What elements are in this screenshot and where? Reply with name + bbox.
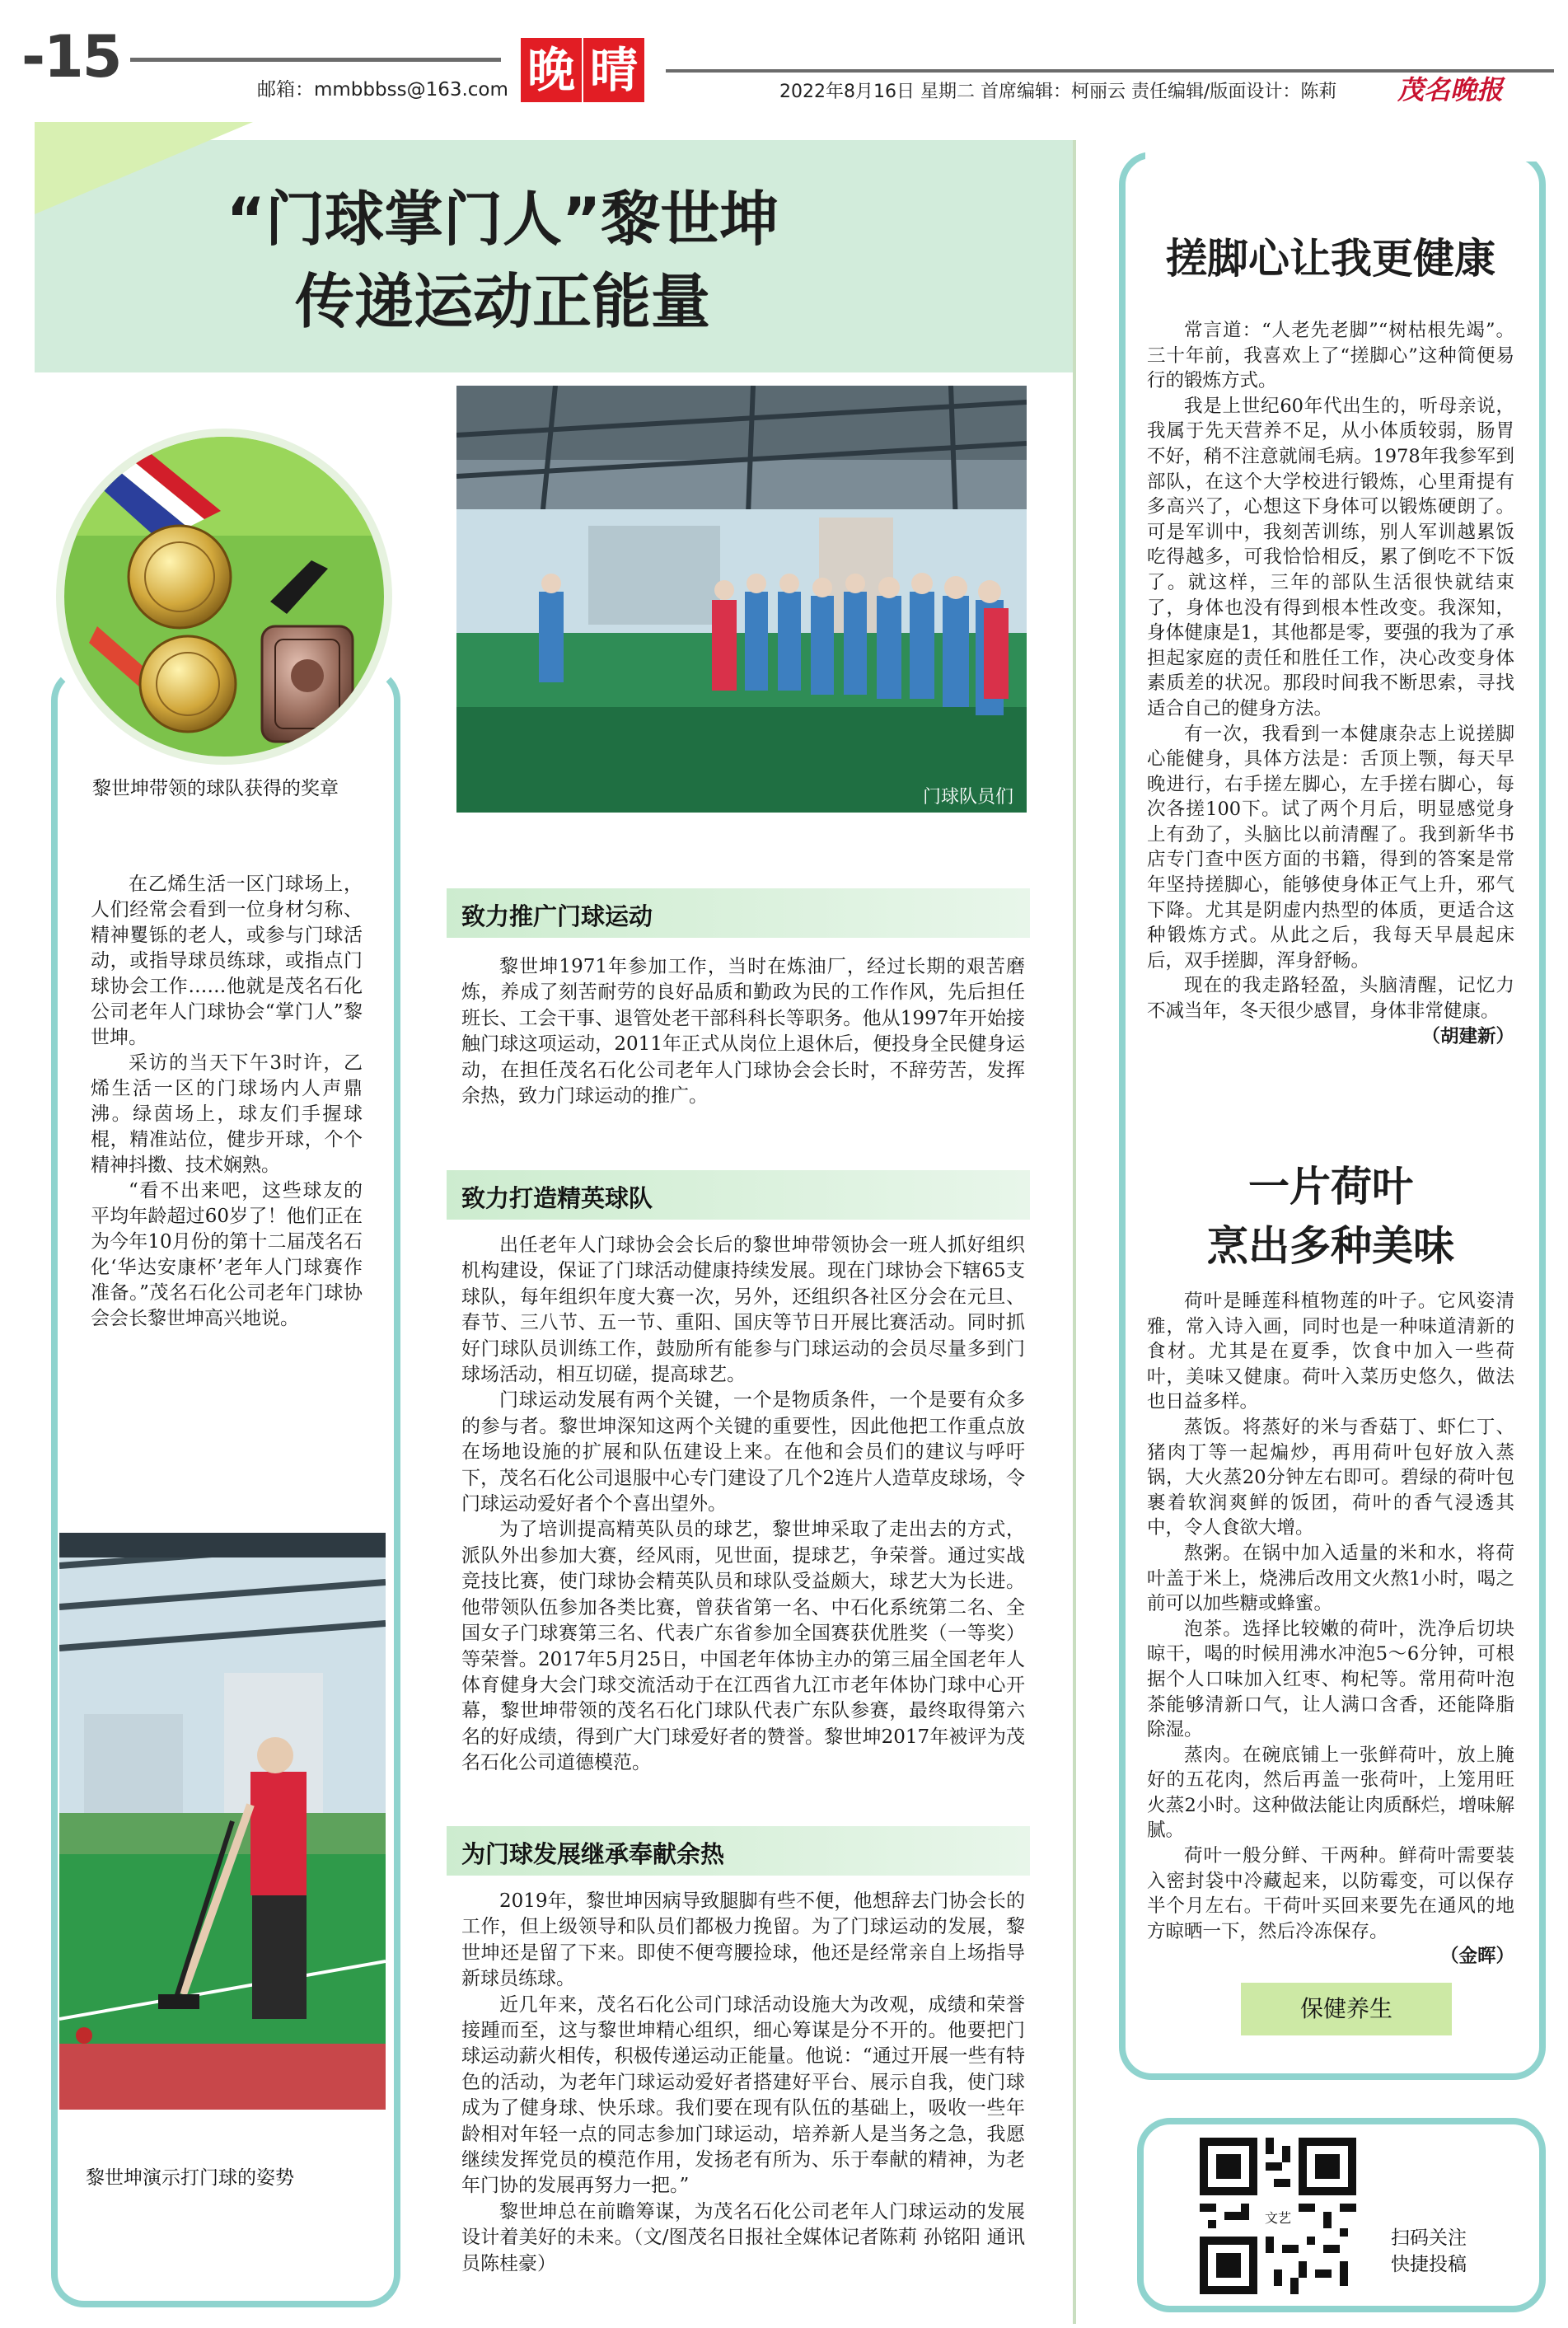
body-paragraph: 现在的我走路轻盈，头脑清醒，记忆力不减当年，冬天很少感冒，身体非常健康。 [1147,975,1514,1023]
section-heading-text: 致力推广门球运动 [461,902,653,930]
qr-center-label: 文艺 [1264,2210,1292,2226]
page-number: -15 [21,23,121,91]
team-photo-caption: 门球队员们 [922,787,1013,808]
section-heading-text: 为门球发展继承奉献余热 [461,1840,725,1868]
side-article-1-title: 搓脚心让我更健康 [1166,235,1495,283]
medal-caption: 黎世坤带领的球队获得的奖章 [92,778,339,799]
side-article-2-body [1147,1289,1514,1970]
body-paragraph: 蒸饭。将蒸好的米与香菇丁、虾仁丁、猪肉丁等一起煸炒，再用荷叶包好放入蒸锅，大火蒸20分钟左右即可。碧绿的荷叶包裹着软润爽鲜的饭团，荷叶的香气浸透其中，令人食欲大增。 [1147,1416,1514,1539]
body-paragraph: 近几年来，茂名石化公司门球活动设施大为改观，成绩和荣誉接踵而至，这与黎世坤精心组织，细心筹谋是分不开的。他要把门球运动薪火相传，积极传递运动正能量。他说：“通过开展一些有特色的活动，为老年门球运动爱好者搭建好平台、展示自我，使门球成为了健身球、快乐球。我们要在现有队伍的基础上，吸收一些年龄相对年轻一点的同志参加门球运动，培养新人是当务之急，我愿继续发挥党员的模范作用，发扬老有所为、乐于奉献的精神，为老年门协的发展再努力一把。” [461,1993,1025,2197]
team-photo [456,386,1027,813]
side-article-2-title-line1: 一片荷叶 [1248,1163,1413,1211]
section-1-body [461,954,1025,1109]
side-article-2-title-line2: 烹出多种美味 [1207,1222,1454,1270]
section-brand-char1: 晚 [521,38,582,102]
body-paragraph: 2019年，黎世坤因病导致腿脚有些不便，他想辞去门协会长的工作，但上级领导和队员们都极力挽留。为了门球运动的发展，黎世坤还是留了下来。即使不便弯腰捡球，他还是经常亲自上场指导新球员练球。 [461,1890,1025,1990]
gateball-pose-photo [59,1533,386,2110]
body-paragraph: 有一次，我看到一本健康杂志上说搓脚心能健身，具体方法是：舌顶上颚，每天早晚进行，右手搓左脚心，左手搓右脚心，每次各搓100下。试了两个月后，明显感觉身上有劲了，头脑比以前清醒了。我到新华书店专门查中医方面的书籍，得到的答案是常年坚持搓脚心，能够使身体正气上升，邪气下降。尤其是阴虚内热型的体质，更适合这种锻炼方式。从此之后，我每天早晨起床后，双手搓脚，浑身舒畅。 [1147,723,1514,972]
intro-text [91,872,363,1332]
body-paragraph: 黎世坤1971年参加工作，当时在炼油厂，经过长期的艰苦磨炼，养成了刻苦耐劳的良好品质和勤政为民的工作作风，先后担任班长、工会干事、退管处老干部科科长等职务。他从1997年开始接触门球这项运动，2011年正式从岗位上退休后，便投身全民健身运动，在担任茂名石化公司老年人门球协会会长时，不辞劳苦，发挥余热，致力门球运动的推广。 [461,956,1025,1108]
newspaper-logo: 茂名晚报 [1397,74,1504,105]
side-article-2-title [1147,1157,1514,1276]
column-tag: 保健养生 [1241,1983,1452,2035]
section-heading-3 [447,1826,1030,1876]
medal-photo [56,429,392,765]
qr-code-icon[interactable] [1200,2138,1356,2294]
intro-paragraph: “看不出来吧，这些球友的平均年龄超过60岁了！他们正在为今年10月份的第十二届茂名石化‘华达安康杯’老年人门球赛作准备。”茂名石化公司老年门球协会会长黎世坤高兴地说。 [91,1180,363,1329]
qr-prompt-line2: 快捷投稿 [1391,2254,1467,2275]
body-paragraph: 泡茶。选择比较嫩的荷叶，洗净后切块晾干，喝的时候用沸水冲泡5～6分钟，可根据个人口味加入红枣、枸杞等。常用荷叶泡茶能够清新口气，让人满口含香，还能降脂除湿。 [1147,1618,1514,1741]
body-paragraph: 荷叶是睡莲科植物莲的叶子。它风姿清雅，常入诗入画，同时也是一种味道清新的食材。尤其是在夏季，饮食中加入一些荷叶，美味又健康。荷叶入菜历史悠久，做法也日益多样。 [1147,1290,1514,1413]
author-byline: （胡建新） [1421,1025,1514,1047]
headline-line1: “门球掌门人”黎世坤 [226,185,779,254]
section-heading-1 [447,888,1030,938]
author-byline: （金晖） [1439,1946,1514,1968]
section-brand-char2: 晴 [583,38,644,102]
section-2-body [461,1233,1025,1777]
mailbox: 邮箱：mmbbbss@163.com [257,79,508,101]
gateball-pose-caption: 黎世坤演示打门球的姿势 [86,2167,294,2189]
body-paragraph: 常言道：“人老先老脚”“树枯根先竭”。三十年前，我喜欢上了“搓脚心”这种简便易行的锻炼方式。 [1147,320,1514,392]
issue-info: 2022年8月16日 星期二 首席编辑：柯丽云 责任编辑/版面设计：陈莉 [779,82,1337,102]
header-rule-left [130,58,501,62]
section-heading-2 [447,1170,1030,1220]
section-heading-text: 致力打造精英球队 [461,1184,653,1212]
body-paragraph: 黎世坤总在前瞻筹谋，为茂名石化公司老年人门球运动的发展设计着美好的未来。（文/图茂名日报社全媒体记者陈莉 孙铭阳 通讯员陈桂豪） [461,2200,1025,2274]
body-paragraph: 为了培训提高精英队员的球艺，黎世坤采取了走出去的方式，派队外出参加大赛，经风雨，见世面，提球艺，争荣誉。通过实战竞技比赛，使门球协会精英队员和球队受益颇大，球艺大为长进。他带领队伍参加各类比赛，曾获省第一名、中石化系统第二名、全国女子门球赛第三名、代表广东省参加全国赛获优胜奖（一等奖）等荣誉。2017年5月25日，中国老年体协主办的第三届全国老年人体育健身大会门球交流活动于在江西省九江市老年体协门球中心开幕，黎世坤带领的茂名石化门球队代表广东队参赛，最终取得第六名的好成绩，得到广大门球爱好者的赞誉。黎世坤2017年被评为茂名石化公司道德模范。 [461,1519,1025,1774]
body-paragraph: 我是上世纪60年代出生的，听母亲说，我属于先天营养不足，从小体质较弱，肠胃不好，稍不注意就闹毛病。1978年我参军到部队，在这个大学校进行锻炼，心里甭提有多高兴了，心想这下身体可以锻炼硬朗了。可是军训中，我刻苦训练，别人军训越累饭吃得越多，可我恰恰相反，累了倒吃不下饭了。就这样，三年的部队生活很快就结束了，身体也没有得到根本性改变。我深知，身体健康是1，其他都是零，要强的我为了承担起家庭的责任和胜任工作，决心改变身体素质差的状况。那段时间我不断思索，寻找适合自己的健身方法。 [1147,395,1514,719]
body-paragraph: 门球运动发展有两个关键，一个是物质条件，一个是要有众多的参与者。黎世坤深知这两个关键的重要性，因此他把工作重点放在场地设施的扩展和队伍建设上来。在他和会员们的建议与呼吁下，茂名石化公司退服中心专门建设了几个2连片人造草皮球场，令门球运动爱好者个个喜出望外。 [461,1389,1025,1515]
qr-prompt-line1: 扫码关注 [1391,2227,1467,2249]
body-paragraph: 蒸肉。在碗底铺上一张鲜荷叶，放上腌好的五花肉，然后再盖一张荷叶，上笼用旺火蒸2小时。这种做法能让肉质酥烂，增味解腻。 [1147,1744,1514,1842]
headline-line2: 传递运动正能量 [294,267,710,336]
side-article-1-body [1147,318,1514,1049]
headline [115,178,890,343]
qr-prompt [1391,2225,1467,2278]
body-paragraph: 荷叶一般分鲜、干两种。鲜荷叶需要装入密封袋中冷藏起来，以防霉变，可以保存半个月左右。干荷叶买回来要先在通风的地方晾晒一下，然后冷冻保存。 [1147,1845,1514,1942]
intro-paragraph: 采访的当天下午3时许，乙烯生活一区的门球场内人声鼎沸。绿茵场上，球友们手握球棍，精准站位，健步开球，个个精神抖擞、技术娴熟。 [91,1052,363,1176]
section-3-body [461,1889,1025,2277]
intro-paragraph: 在乙烯生活一区门球场上，人们经常会看到一位身材匀称、精神矍铄的老人，或参与门球活动，或指导球员练球，或指点门球协会工作……他就是茂名石化公司老年人门球协会“掌门人”黎世坤。 [91,874,363,1048]
body-paragraph: 出任老年人门球协会会长后的黎世坤带领协会一班人抓好组织机构建设，保证了门球活动健康持续发展。现在门球协会下辖65支球队，每年组织年度大赛一次，另外，还组织各社区分会在元旦、春节、三八节、五一节、重阳、国庆等节日开展比赛活动。同时抓好门球队员训练工作，鼓励所有能参与门球运动的会员尽量多到门球场活动，相互切磋，提高球艺。 [461,1234,1025,1386]
column-divider [1073,140,1076,2324]
body-paragraph: 熬粥。在锅中加入适量的米和水，将荷叶盖于米上，烧沸后改用文火熬1小时，喝之前可以加些糖或蜂蜜。 [1147,1542,1514,1615]
